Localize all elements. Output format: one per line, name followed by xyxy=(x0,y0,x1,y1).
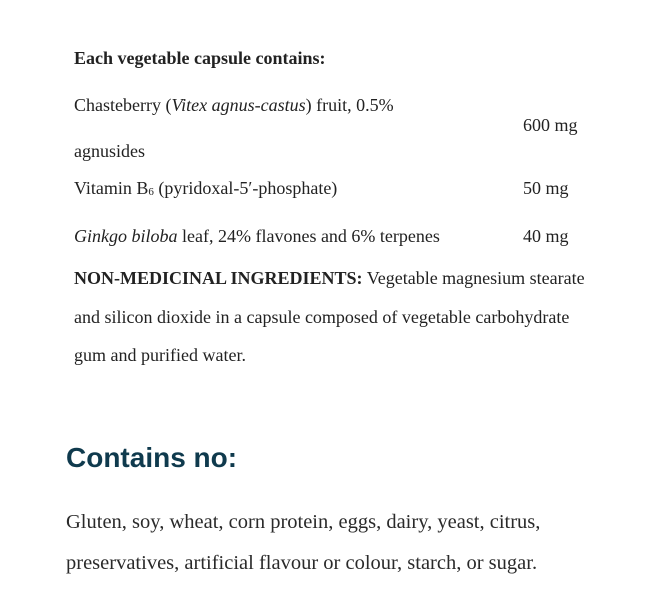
ingredient-name xyxy=(74,224,440,248)
ingredient-name xyxy=(74,82,454,174)
ingredient-name-prefix: Chasteberry ( xyxy=(74,95,172,115)
ingredient-name xyxy=(74,176,337,204)
capsule-contents-heading: Each vegetable capsule contains: xyxy=(74,48,326,68)
ingredient-subscript: 6 xyxy=(148,186,154,198)
non-medicinal-ingredients xyxy=(74,259,599,375)
ingredient-name-suffix: ) fruit, 0.5% agnusides xyxy=(74,95,394,161)
non-medicinal-text: Vegetable magnesium stearate and silicon dioxide in a capsule composed of vegetable carbohydrate gum and purified water. xyxy=(74,268,585,365)
ingredient-name-suffix: leaf, 24% flavones and 6% terpenes xyxy=(177,226,440,246)
non-medicinal-label: NON-MEDICINAL INGREDIENTS: xyxy=(74,268,363,288)
ingredient-amount: 50 mg xyxy=(523,178,569,198)
contains-no-title: Contains no: xyxy=(66,442,238,473)
ingredient-amount: 600 mg xyxy=(523,115,578,135)
contains-no-text: Gluten, soy, wheat, corn protein, eggs, dairy, yeast, citrus, preservatives, artificial flavour or colour, starch, or sugar. xyxy=(66,511,541,574)
ingredient-amount: 40 mg xyxy=(523,226,569,246)
ingredient-latin-name: Vitex agnus-castus xyxy=(171,95,306,115)
ingredient-row-chasteberry xyxy=(74,93,614,163)
ingredient-name-suffix: (pyridoxal-5′-phosphate) xyxy=(153,178,338,198)
ingredient-latin-name: Ginkgo biloba xyxy=(74,226,178,246)
ingredient-name-prefix: Vitamin B xyxy=(74,178,149,198)
